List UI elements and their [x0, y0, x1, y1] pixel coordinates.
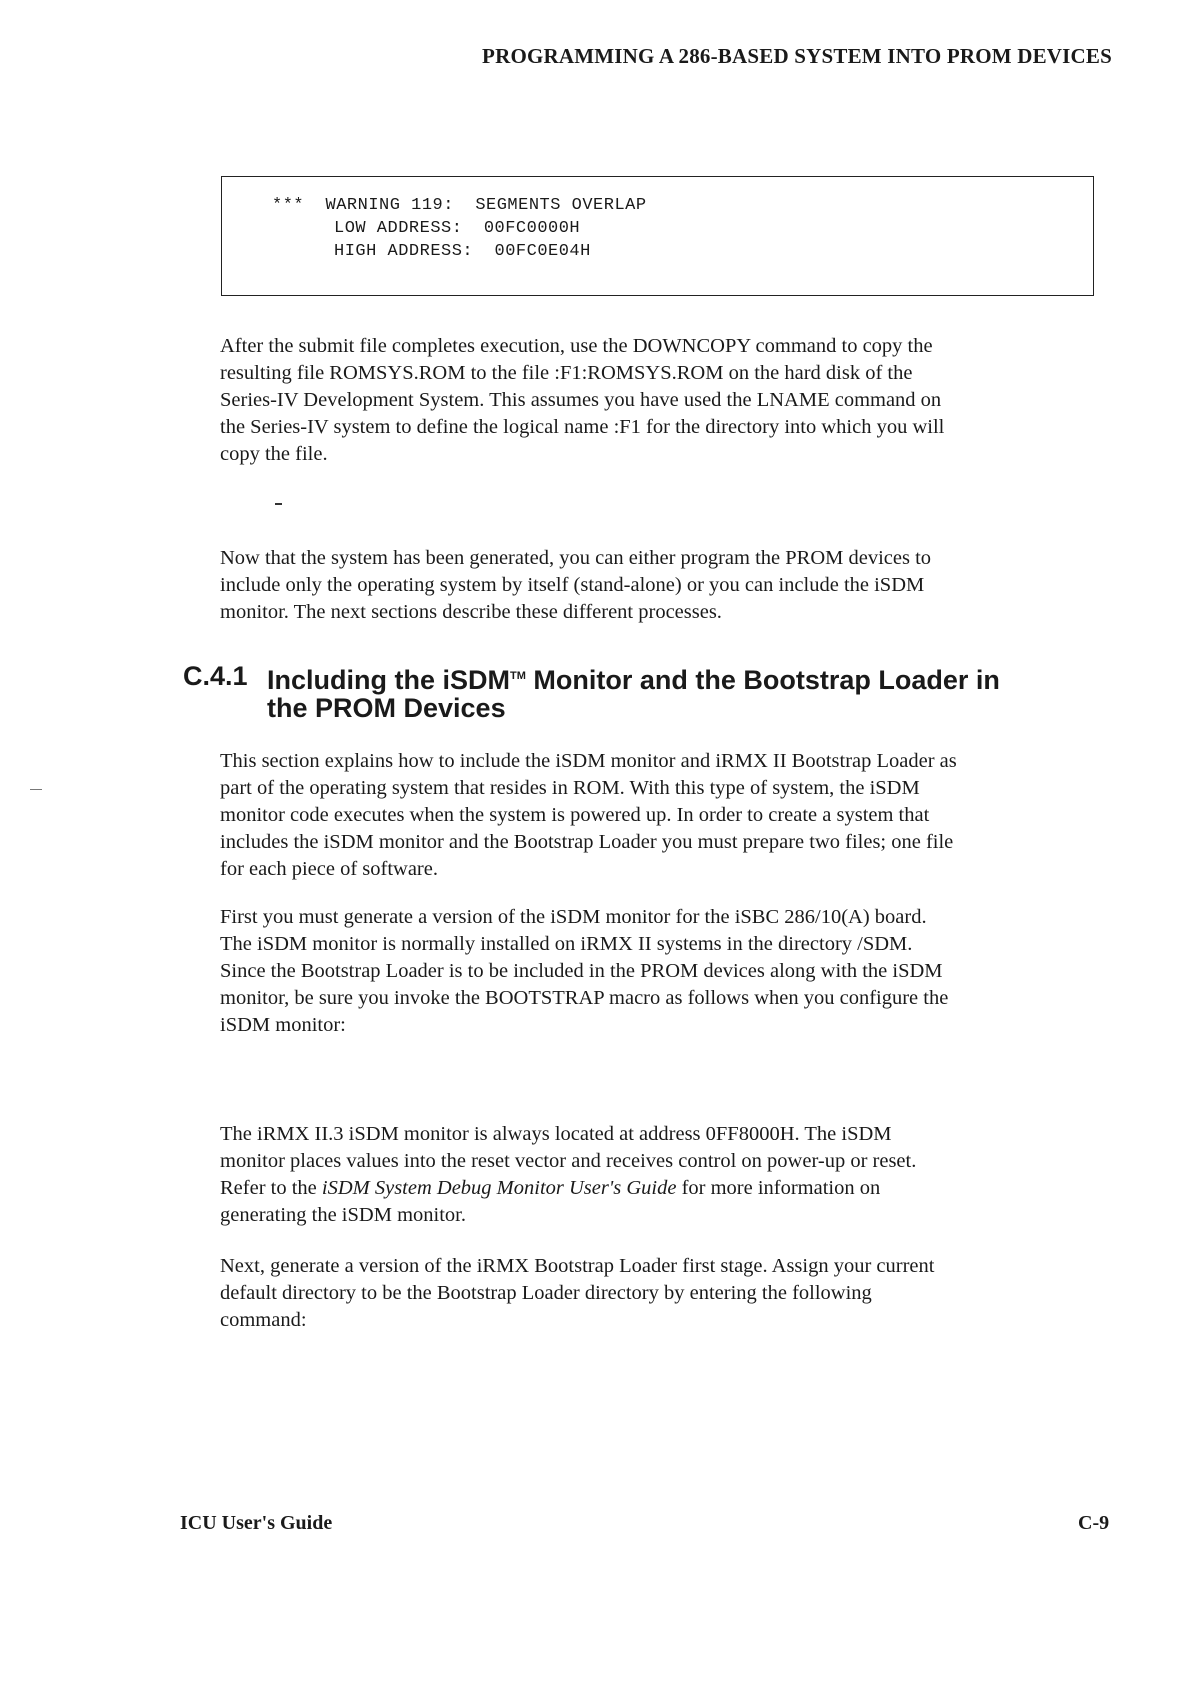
paragraph-downcopy	[220, 333, 1090, 468]
text-line: command:	[220, 1309, 307, 1331]
text-line: After the submit file completes execution, use the DOWNCOPY command to copy the	[220, 335, 933, 357]
text-line: First you must generate a version of the iSDM monitor for the iSBC 286/10(A) board.	[220, 906, 927, 928]
text-line: Series-IV Development System. This assumes you have used the LNAME command on	[220, 389, 942, 411]
paragraph-system-generated	[220, 545, 1090, 626]
text-line: for each piece of software.	[220, 858, 438, 880]
text-line: monitor places values into the reset vector and receives control on power-up or reset.	[220, 1150, 917, 1172]
text-line: The iRMX II.3 iSDM monitor is always located at address 0FF8000H. The iSDM	[220, 1123, 892, 1145]
text-line: generating the iSDM monitor.	[220, 1204, 466, 1226]
text-line: default directory to be the Bootstrap Loader directory by entering the following	[220, 1282, 872, 1304]
section-number: C.4.1	[183, 661, 248, 691]
paragraph-generate-isdm	[220, 904, 1090, 1039]
text-line: monitor code executes when the system is powered up. In order to create a system that	[220, 804, 930, 826]
paragraph-section-intro	[220, 748, 1090, 883]
text-line: monitor. The next sections describe these different processes.	[220, 601, 722, 623]
scan-mark	[30, 789, 42, 790]
section-title-line1: Including the iSDM™ Monitor and the Bootstrap Loader in	[267, 665, 1000, 695]
code-line: *** WARNING 119: SEGMENTS OVERLAP	[272, 196, 647, 215]
text-line: The iSDM monitor is normally installed on iRMX II systems in the directory /SDM.	[220, 933, 913, 955]
text-line: iSDM monitor:	[220, 1014, 346, 1036]
text-line: Refer to the iSDM System Debug Monitor User's Guide for more information on	[220, 1177, 881, 1199]
text-line: part of the operating system that resides in ROM. With this type of system, the iSDM	[220, 777, 920, 799]
trademark-mark: TM	[510, 670, 526, 682]
text-line: Next, generate a version of the iRMX Bootstrap Loader first stage. Assign your current	[220, 1255, 935, 1277]
section-title-line2: the PROM Devices	[267, 693, 506, 723]
code-line: LOW ADDRESS: 00FC0000H	[334, 219, 581, 238]
text-line: include only the operating system by itself (stand-alone) or you can include the iSDM	[220, 574, 925, 596]
paragraph-bootstrap-loader	[220, 1253, 1090, 1334]
text-line: resulting file ROMSYS.ROM to the file :F1:ROMSYS.ROM on the hard disk of the	[220, 362, 913, 384]
code-line: HIGH ADDRESS: 00FC0E04H	[334, 242, 591, 261]
page-number: C-9	[1078, 1512, 1110, 1534]
text-line: the Series-IV system to define the logical name :F1 for the directory into which you will	[220, 416, 945, 438]
text-line: Now that the system has been generated, you can either program the PROM devices to	[220, 547, 932, 569]
text-line: This section explains how to include the iSDM monitor and iRMX II Bootstrap Loader as	[220, 750, 957, 772]
text-line: copy the file.	[220, 443, 328, 465]
text-line: monitor, be sure you invoke the BOOTSTRAP macro as follows when you configure the	[220, 987, 949, 1009]
guide-title-italic: iSDM System Debug Monitor User's Guide	[321, 1177, 677, 1199]
paragraph-isdm-location	[220, 1121, 1090, 1229]
text-line: includes the iSDM monitor and the Bootstrap Loader you must prepare two files; one file	[220, 831, 954, 853]
footer-title: ICU User's Guide	[180, 1512, 333, 1534]
warning-code-box	[221, 176, 1094, 296]
scan-mark	[275, 503, 282, 505]
text-line: Since the Bootstrap Loader is to be included in the PROM devices along with the iSDM	[220, 960, 943, 982]
running-header: PROGRAMMING A 286-BASED SYSTEM INTO PROM DEVICES	[482, 44, 1112, 68]
